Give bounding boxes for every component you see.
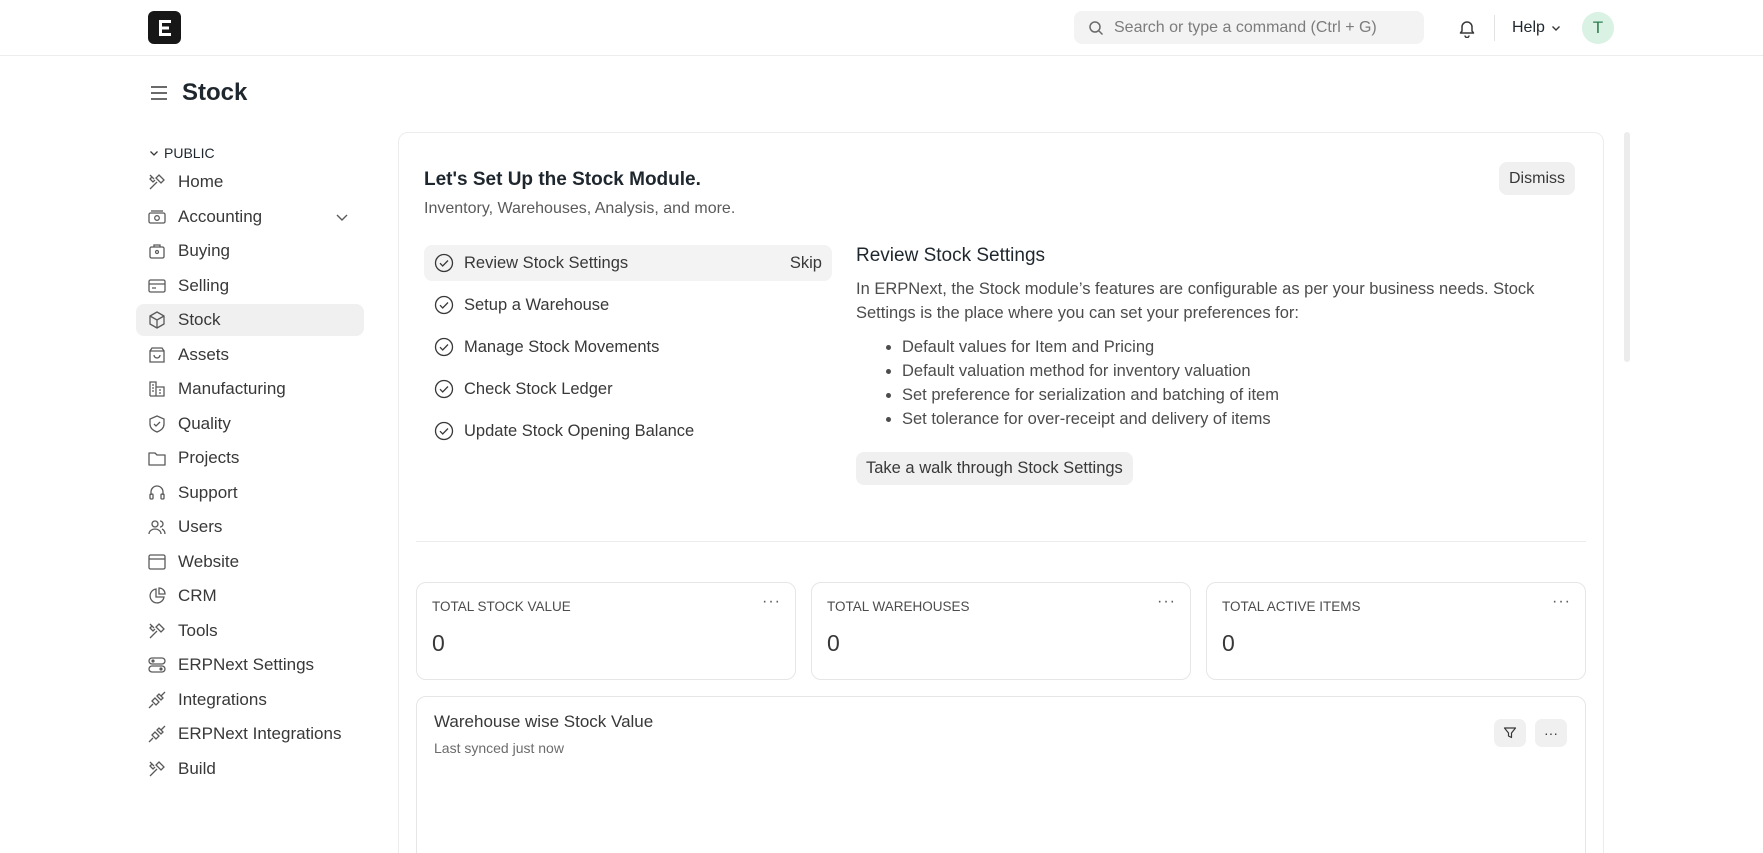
sidebar-item-projects[interactable] <box>136 442 364 474</box>
sidebar-item-label: Projects <box>178 448 240 467</box>
number-card-label: TOTAL WAREHOUSES <box>827 599 970 614</box>
chart-filter-button[interactable] <box>1494 719 1526 747</box>
page-header <box>148 76 247 110</box>
sidebar-item-manufacturing[interactable] <box>136 373 364 405</box>
assets-icon <box>146 344 168 366</box>
step-label: Check Stock Ledger <box>464 379 613 398</box>
chart-more-button[interactable]: ··· <box>1535 719 1567 747</box>
onboarding-title: Let's Set Up the Stock Module. <box>424 169 701 190</box>
tools-icon <box>146 171 168 193</box>
sidebar-item-integrations[interactable] <box>136 684 364 716</box>
check-circle-icon <box>434 253 454 273</box>
sidebar-item-quality[interactable] <box>136 408 364 440</box>
tools-icon <box>146 620 168 642</box>
number-card-label: TOTAL ACTIVE ITEMS <box>1222 599 1361 614</box>
sidebar-item-label: Tools <box>178 620 218 640</box>
sidebar-toggle[interactable] <box>148 82 170 104</box>
sidebar-item-label: Website <box>178 551 240 571</box>
onboarding-step[interactable] <box>424 287 832 323</box>
sidebar-item-label: Manufacturing <box>178 379 286 398</box>
sidebar-item-stock[interactable] <box>136 304 364 336</box>
step-detail <box>856 243 1576 485</box>
list-item: • Set tolerance for over-receipt and delivery of items <box>902 407 1576 431</box>
chevron-down-icon <box>1550 22 1562 34</box>
number-card-total-stock-value[interactable] <box>416 582 796 680</box>
hamburger-icon <box>148 82 170 104</box>
money-icon <box>146 206 168 228</box>
sidebar-item-label: CRM <box>178 586 217 605</box>
sidebar-item-home[interactable] <box>136 166 364 198</box>
onboarding-step[interactable] <box>424 413 832 449</box>
sidebar-section-public[interactable] <box>136 140 364 166</box>
help-label: Help <box>1512 19 1545 36</box>
navbar <box>0 0 1763 56</box>
section-divider <box>416 541 1586 542</box>
sidebar-item-accounting[interactable] <box>136 201 364 233</box>
sidebar-item-label: Quality <box>178 413 231 433</box>
navbar-divider <box>1494 15 1495 41</box>
sidebar-item-tools[interactable] <box>136 615 364 647</box>
sidebar-item-assets[interactable] <box>136 339 364 371</box>
sidebar <box>136 140 364 787</box>
onboarding-subtitle: Inventory, Warehouses, Analysis, and more. <box>424 200 736 217</box>
onboarding-step[interactable] <box>424 245 832 281</box>
more-options-button[interactable]: ··· <box>762 593 781 610</box>
sidebar-item-build[interactable] <box>136 753 364 785</box>
sidebar-item-label: Users <box>178 517 223 536</box>
step-detail-text: In ERPNext, the Stock module’s features are configurable as per your business needs. Stock Settings is the place where you can set your preferences for: <box>856 280 1535 322</box>
sidebar-item-erpnext-integrations[interactable] <box>136 718 364 750</box>
erpnext-logo-icon <box>155 18 175 38</box>
bell-icon <box>1457 18 1477 38</box>
check-circle-icon <box>434 295 454 315</box>
onboarding-step[interactable] <box>424 329 832 365</box>
box-icon <box>146 309 168 331</box>
toggle-icon <box>146 654 168 676</box>
headset-icon <box>146 482 168 504</box>
workspace-content <box>398 132 1604 853</box>
sidebar-item-users[interactable] <box>136 511 364 543</box>
sidebar-item-support[interactable] <box>136 477 364 509</box>
more-options-button[interactable]: ··· <box>1157 593 1176 610</box>
number-card-value: 0 <box>1222 630 1235 656</box>
search-icon <box>1088 20 1104 36</box>
list-item: • Set preference for serialization and batching of item <box>902 383 1576 407</box>
onboarding-step[interactable] <box>424 371 832 407</box>
plug-icon <box>146 723 168 745</box>
chart-title: Warehouse wise Stock Value <box>434 712 654 731</box>
avatar-initial: T <box>1592 18 1604 37</box>
sidebar-item-erpnext-settings[interactable] <box>136 649 364 681</box>
tools-icon <box>146 758 168 780</box>
page-title: Stock <box>182 79 248 106</box>
number-card-value: 0 <box>432 630 445 656</box>
sidebar-item-crm[interactable] <box>136 580 364 612</box>
app-logo[interactable] <box>148 11 181 44</box>
sidebar-item-label: Selling <box>178 275 230 295</box>
sidebar-item-buying[interactable] <box>136 235 364 267</box>
walkthrough-button[interactable]: Take a walk through Stock Settings <box>856 452 1133 485</box>
sidebar-item-label: Support <box>178 482 238 502</box>
sidebar-item-label: Integrations <box>178 689 267 709</box>
sidebar-item-label: Buying <box>178 241 230 260</box>
list-item: • Default values for Item and Pricing <box>902 335 1576 359</box>
plug-icon <box>146 689 168 711</box>
help-dropdown[interactable] <box>1512 17 1562 39</box>
chart-card-warehouse-stock-value <box>416 696 1586 853</box>
sidebar-item-label: Accounting <box>178 206 263 226</box>
sidebar-item-label: Home <box>178 172 224 191</box>
more-options-button[interactable]: ··· <box>1552 593 1571 610</box>
chevron-down-icon <box>148 147 160 159</box>
number-card-value: 0 <box>827 630 840 656</box>
number-card-total-active-items[interactable] <box>1206 582 1586 680</box>
chevron-down-icon[interactable] <box>334 209 350 225</box>
number-card-label: TOTAL STOCK VALUE <box>432 599 571 614</box>
sidebar-section-label: PUBLIC <box>164 145 215 161</box>
filter-icon <box>1503 726 1517 740</box>
check-circle-icon <box>434 421 454 441</box>
sidebar-item-label: Stock <box>178 310 221 329</box>
users-icon <box>146 516 168 538</box>
step-label: Review Stock Settings <box>464 253 629 272</box>
chart-sync-status: Last synced just now <box>434 740 564 756</box>
onboarding-steps <box>424 245 832 455</box>
sidebar-item-label: Build <box>178 758 216 778</box>
sidebar-item-selling[interactable] <box>136 270 364 302</box>
card-icon <box>146 275 168 297</box>
pie-icon <box>146 585 168 607</box>
browser-icon <box>146 551 168 573</box>
step-label: Manage Stock Movements <box>464 337 660 356</box>
search-input[interactable] <box>1114 19 1414 37</box>
sidebar-item-label: ERPNext Settings <box>178 655 315 674</box>
step-detail-list <box>856 335 1576 431</box>
step-label: Setup a Warehouse <box>464 295 610 314</box>
scrollbar[interactable] <box>1624 132 1630 362</box>
step-detail-title: Review Stock Settings <box>856 245 1046 266</box>
dismiss-button[interactable]: Dismiss <box>1499 162 1575 195</box>
factory-icon <box>146 378 168 400</box>
user-avatar[interactable] <box>1582 12 1614 44</box>
check-circle-icon <box>434 379 454 399</box>
folder-icon <box>146 447 168 469</box>
check-circle-icon <box>434 337 454 357</box>
skip-button[interactable]: Skip <box>789 253 822 272</box>
list-item: • Default valuation method for inventory valuation <box>902 359 1576 383</box>
number-card-total-warehouses[interactable] <box>811 582 1191 680</box>
sidebar-item-website[interactable] <box>136 546 364 578</box>
notifications-bell[interactable] <box>1455 16 1479 40</box>
step-label: Update Stock Opening Balance <box>464 421 695 440</box>
sidebar-item-label: Assets <box>178 344 230 364</box>
search-bar[interactable] <box>1074 11 1424 44</box>
shield-icon <box>146 413 168 435</box>
sidebar-item-label: ERPNext Integrations <box>178 724 342 743</box>
bag-icon <box>146 240 168 262</box>
